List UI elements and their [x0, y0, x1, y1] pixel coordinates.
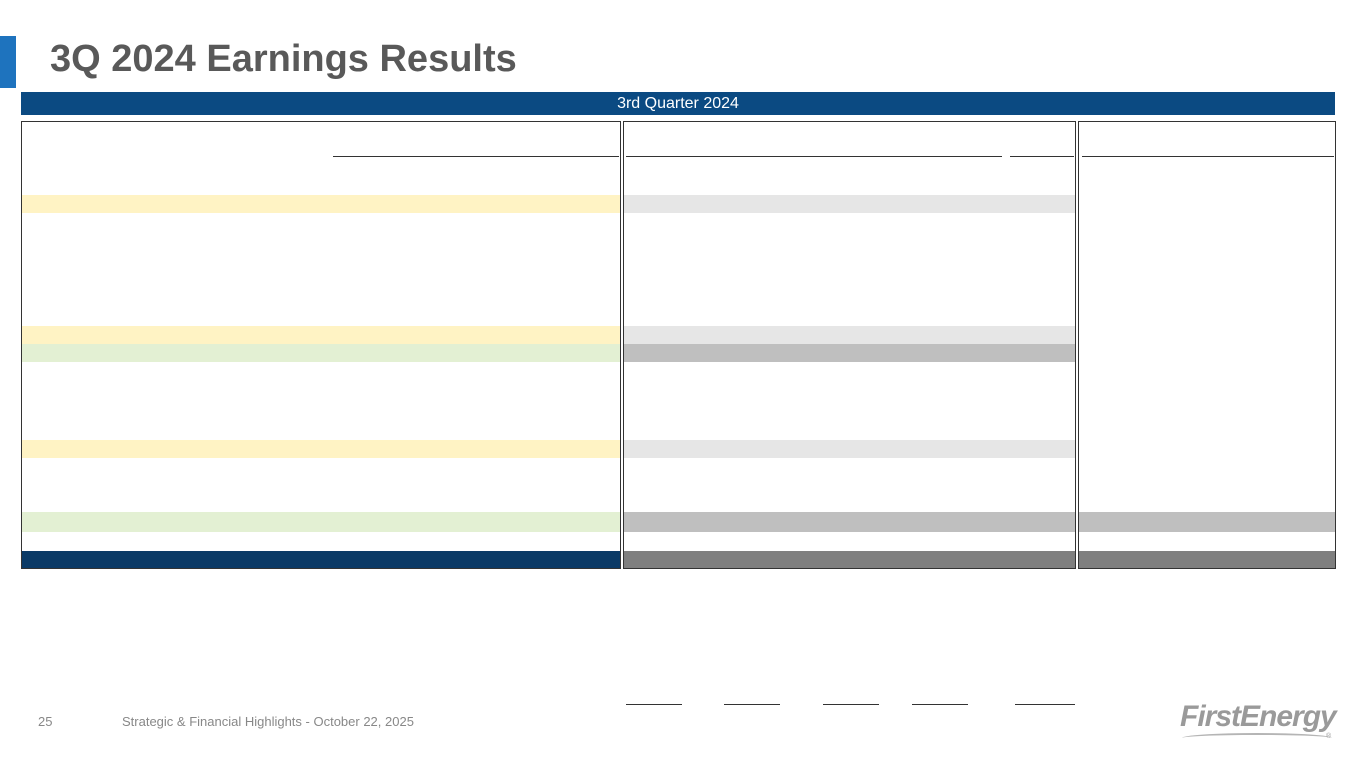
special-band-10: [624, 326, 1075, 344]
special-band-21: [624, 551, 1075, 568]
special-header-rule-2: [1010, 156, 1074, 157]
row-band-16: [22, 440, 620, 458]
page-number: 25: [38, 714, 53, 729]
core-band-19: [1079, 512, 1335, 532]
special-header-rule-1: [626, 156, 1002, 157]
row-band-10: [22, 326, 620, 344]
row-band-19: [22, 512, 620, 532]
firstenergy-logo: FirstEnergy: [1180, 700, 1336, 733]
registered-mark: ®: [1326, 733, 1332, 740]
impact-total-rule: [823, 704, 879, 705]
core-header-rule: [1082, 156, 1334, 157]
page-title: 3Q 2024 Earnings Results: [50, 38, 517, 80]
impact-total-rule: [1015, 704, 1075, 705]
row-band-21: [22, 551, 620, 568]
row-band-11: [22, 344, 620, 362]
special-band-16: [624, 440, 1075, 458]
special-band-19: [624, 512, 1075, 532]
gaap-header-rule: [333, 156, 619, 157]
core-frame: [1078, 121, 1336, 569]
impact-total-rule: [724, 704, 780, 705]
impact-total-rule: [912, 704, 968, 705]
footer-text: Strategic & Financial Highlights - October 22, 2025: [122, 714, 414, 729]
special-band-3: [624, 195, 1075, 213]
row-band-3: [22, 195, 620, 213]
title-accent-bar: [0, 36, 16, 88]
special-band-11: [624, 344, 1075, 362]
core-band-21: [1079, 551, 1335, 568]
logo-swoosh: [1182, 733, 1332, 743]
impact-total-rule: [626, 704, 682, 705]
quarter-banner: 3rd Quarter 2024: [21, 92, 1335, 115]
